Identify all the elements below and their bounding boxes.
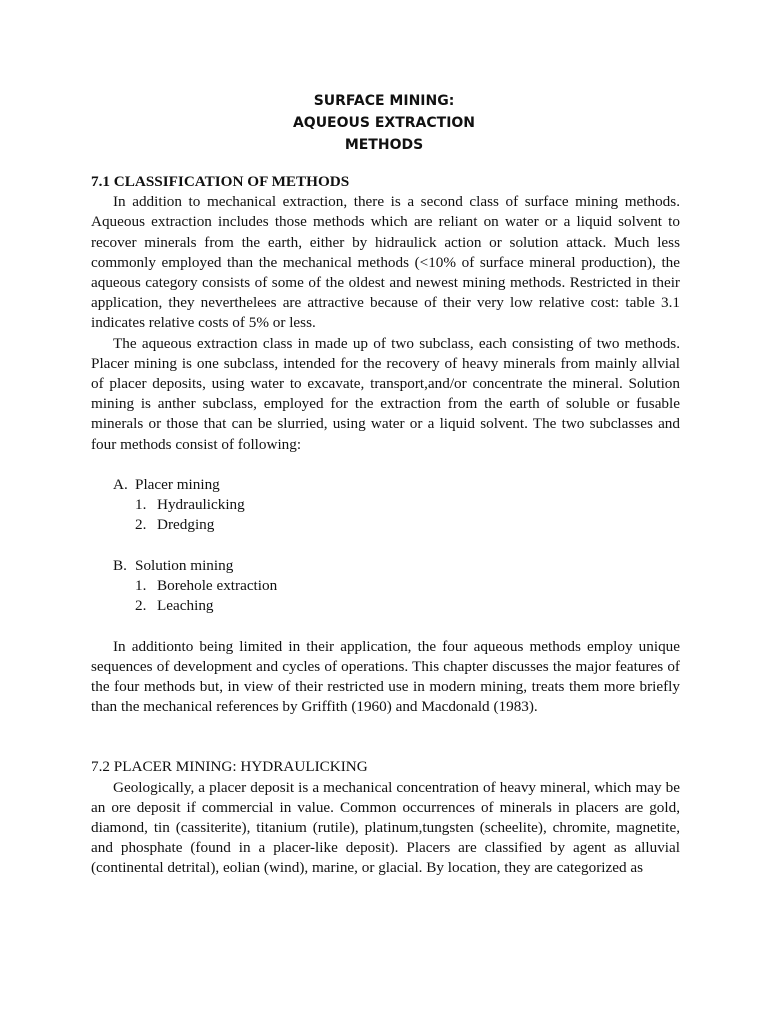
list-item-label: Placer mining — [135, 476, 220, 494]
list-marker: 1. — [135, 577, 147, 595]
list-marker: 2. — [135, 516, 147, 534]
list-item — [135, 495, 680, 515]
list-item — [135, 515, 680, 535]
list-marker: A. — [113, 476, 128, 494]
list-item-label: Leaching — [157, 597, 214, 615]
paragraph: Geologically, a placer deposit is a mechanical concentration of heavy mineral, which may be an ore deposit if commercial in value. Common occurrences of minerals in placers are gold, diamond, tin (cassiterite), titanium (rutile), platinum,tungsten (scheelite), chromite, magnetite, and phosphate (found in a placer-like deposit). Placers are classified by agent as alluvial (continental detrital), eolian (wind), marine, or glacial. By location, they are categorized as — [91, 778, 680, 877]
list-item — [113, 556, 680, 576]
paragraph: The aqueous extraction class in made up of two subclass, each consisting of two methods. Placer mining is one subclass, intended for the recovery of heavy minerals from mainly allvial of placer deposits, using water to excavate, transport,and/or concentrate the mineral. Solution mining is anther subclass, employed for the extraction from the earth of soluble or fusable minerals or those that can be slurried, using water or a liquid solvent. The two subclasses and four methods consist of following: — [91, 334, 680, 453]
list-item-label: Solution mining — [135, 556, 234, 574]
list-item-label: Hydraulicking — [157, 496, 245, 514]
paragraph: In additionto being limited in their application, the four aqueous methods employ unique sequences of development and cycles of operations. This chapter discusses the major features of the four methods but, in view of their restricted use in modern mining, treats them more briefly than the mechanical references by Griffith (1960) and Macdonald (1983). — [91, 637, 680, 716]
paragraph: In addition to mechanical extraction, there is a second class of surface mining methods. Aqueous extraction includes those methods which are reliant on water or a liquid solvent to recover minerals from the earth, either by hidraulick action or solution attack. Much less commonly employed than the mechanical methods (<10% of surface mineral production), the aqueous category consists of some of the oldest and newest mining methods. Restricted in their application, they neverthelees are attractive because of their very low relative cost: table 3.1 indicates relative costs of 5% or less. — [91, 193, 680, 332]
list-item — [135, 576, 680, 596]
list-marker: 2. — [135, 597, 147, 615]
list-marker: 1. — [135, 496, 147, 514]
list-item — [113, 475, 680, 495]
document-body — [91, 172, 680, 879]
list-marker: B. — [113, 556, 127, 574]
title-line-1: SURFACE MINING: — [313, 93, 455, 109]
list-item-label: Borehole extraction — [157, 577, 278, 595]
section-heading-classification: 7.1 CLASSIFICATION OF METHODS — [91, 173, 350, 190]
list-item — [135, 596, 680, 616]
document-title — [0, 90, 768, 156]
title-line-3: METHODS — [344, 137, 424, 153]
sub-methods-list — [135, 495, 680, 535]
section-heading-placer-mining: 7.2 PLACER MINING: HYDRAULICKING — [91, 758, 368, 776]
methods-list — [113, 475, 680, 495]
methods-list — [113, 556, 680, 576]
sub-methods-list — [135, 576, 680, 616]
list-item-label: Dredging — [157, 516, 215, 534]
title-line-2: AQUEOUS EXTRACTION — [292, 115, 476, 131]
